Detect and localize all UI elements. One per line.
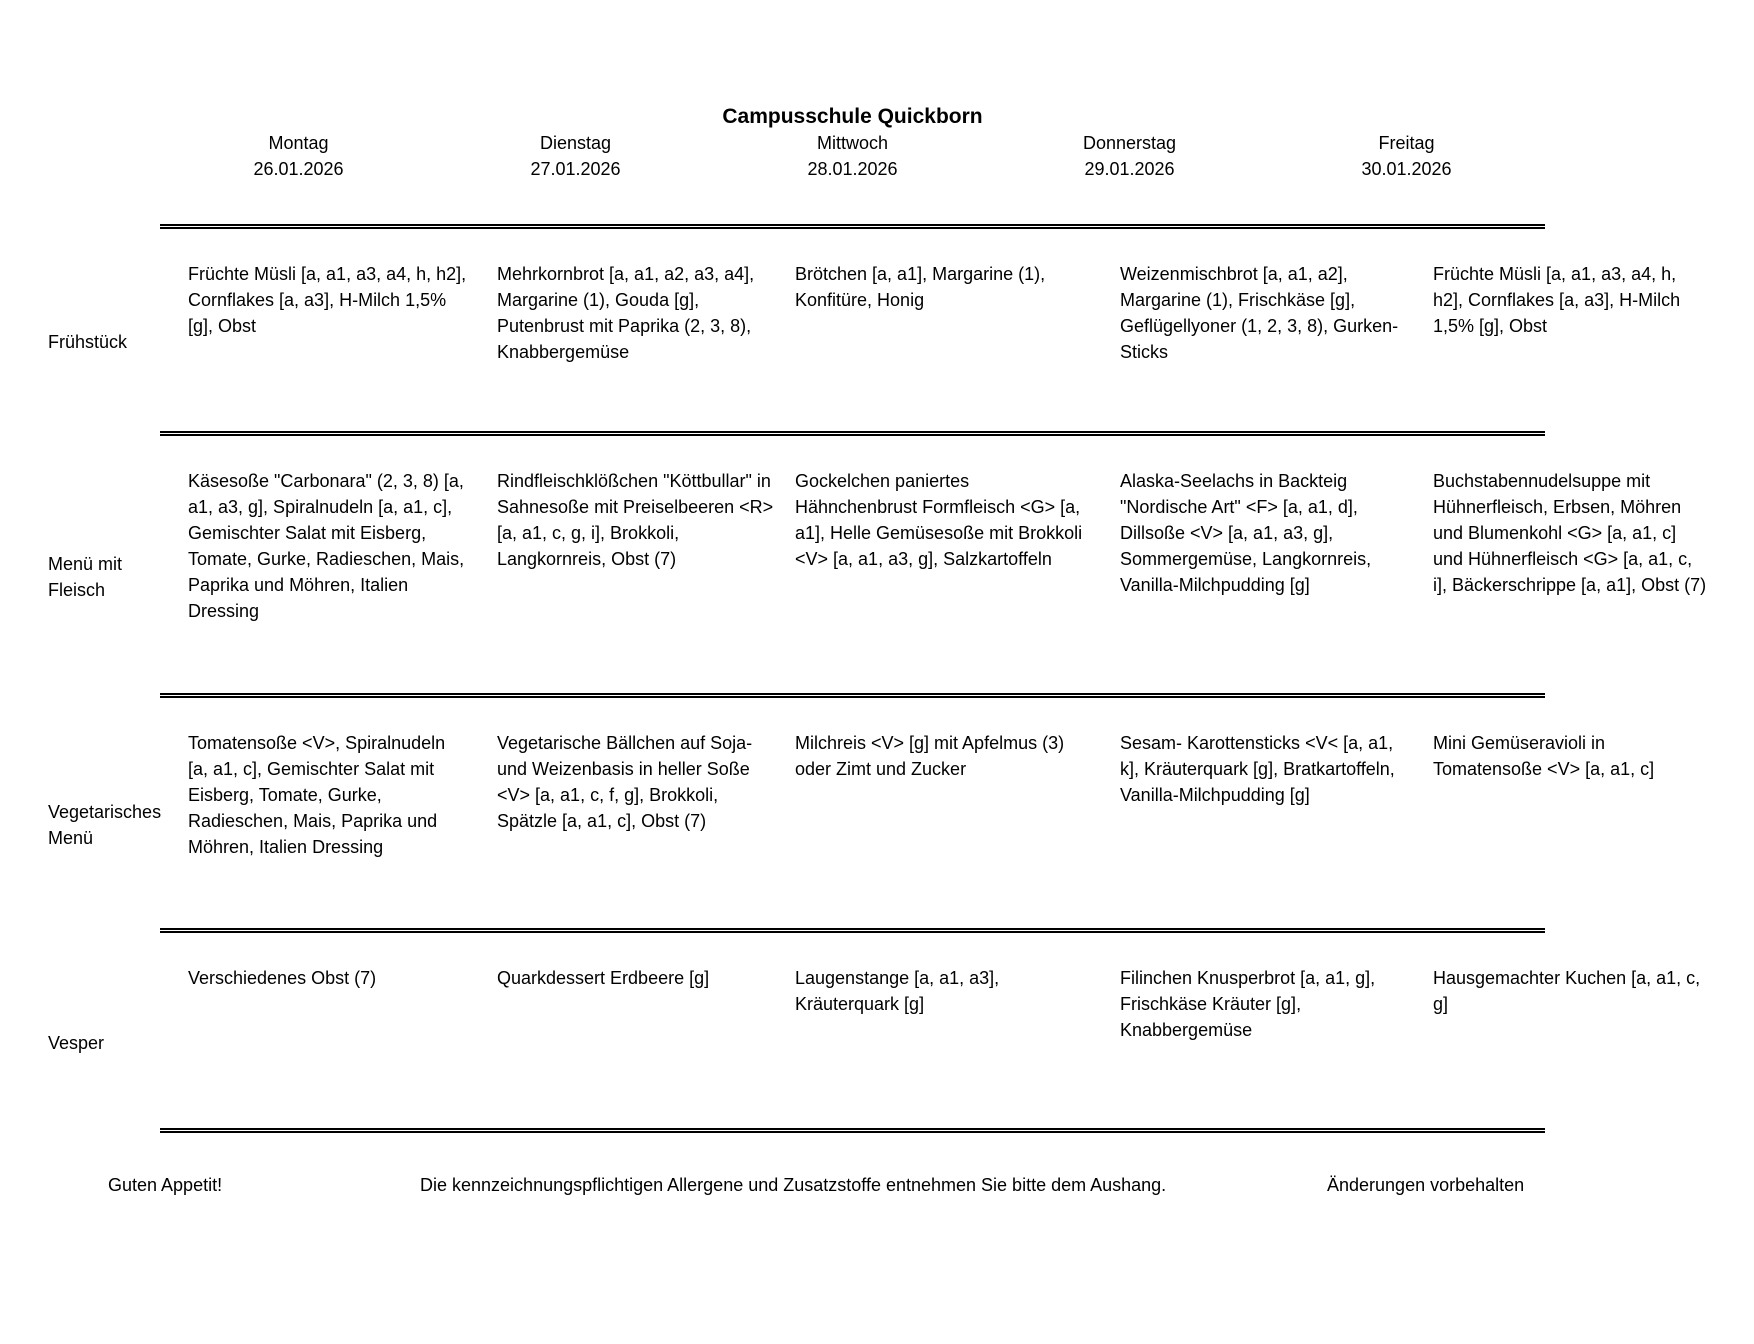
row-label-vegetarisches-menue: Vegetarisches Menü — [48, 802, 162, 848]
footer — [0, 1172, 1754, 1202]
meal-plan-page — [0, 104, 1754, 1344]
cell-vegetarisch-montag: Tomatensoße <V>, Spiralnudeln [a, a1, c], Gemischter Salat mit Eisberg, Tomate, Gurke, Radieschen, Mais, Paprika und Möhren, Italien Dressing — [188, 733, 446, 857]
day-header-montag — [160, 130, 437, 182]
day-name: Mittwoch — [816, 133, 888, 153]
day-date: 27.01.2026 — [530, 159, 621, 179]
day-date: 30.01.2026 — [1361, 159, 1452, 179]
footer-greeting: Guten Appetit! — [108, 1175, 223, 1195]
cell-fleisch-montag: Käsesoße "Carbonara" (2, 3, 8) [a, a1, a3, g], Spiralnudeln [a, a1, c], Gemischter Salat mit Eisberg, Tomate, Gurke, Radieschen, Mais, Paprika und Möhren, Italien Dressing — [188, 471, 465, 621]
page-title: Campusschule Quickborn — [722, 105, 983, 128]
row-fruehstueck — [0, 229, 1754, 431]
day-name: Freitag — [1378, 133, 1435, 153]
cell-fleisch-dienstag: Rindfleischklößchen "Köttbullar" in Sahnesoße mit Preiselbeeren <R> [a, a1, c, g, i], Brokkoli, Langkornreis, Obst (7) — [497, 471, 774, 569]
day-header-mittwoch — [714, 130, 991, 182]
divider-rule — [160, 1128, 1545, 1133]
day-name: Dienstag — [539, 133, 612, 153]
row-label-fruehstueck: Frühstück — [48, 332, 128, 352]
cell-vesper-montag: Verschiedenes Obst (7) — [188, 968, 377, 988]
day-date: 26.01.2026 — [253, 159, 344, 179]
day-date: 28.01.2026 — [807, 159, 898, 179]
cell-vesper-donnerstag: Filinchen Knusperbrot [a, a1, g], Frischkäse Kräuter [g], Knabbergemüse — [1120, 968, 1376, 1040]
footer-changes-notice: Änderungen vorbehalten — [1327, 1175, 1525, 1195]
day-header-donnerstag — [991, 130, 1268, 182]
footer-allergen-notice: Die kennzeichnungspflichtigen Allergene und Zusatzstoffe entnehmen Sie bitte dem Aushang. — [420, 1175, 1167, 1195]
cell-fleisch-mittwoch: Gockelchen paniertes Hähnchenbrust Formfleisch <G> [a, a1], Helle Gemüsesoße mit Brokkoli <V> [a, a1, a3, g], Salzkartoffeln — [795, 471, 1083, 569]
row-vesper — [0, 933, 1754, 1128]
cell-vesper-dienstag: Quarkdessert Erdbeere [g] — [497, 968, 710, 988]
day-name: Montag — [268, 133, 329, 153]
row-label-vesper: Vesper — [48, 1032, 105, 1053]
cell-fruehstueck-donnerstag: Weizenmischbrot [a, a1, a2], Margarine (1), Frischkäse [g], Geflügellyoner (1, 2, 3, 8), Gurken-Sticks — [1120, 264, 1399, 362]
cell-fruehstueck-mittwoch: Brötchen [a, a1], Margarine (1), Konfitüre, Honig — [795, 264, 1046, 310]
cell-vesper-freitag: Hausgemachter Kuchen [a, a1, c, g] — [1433, 968, 1701, 1014]
cell-fleisch-donnerstag: Alaska-Seelachs in Backteig "Nordische Art" <F> [a, a1, d], Dillsoße <V> [a, a1, a3, g], Sommergemüse, Langkornreis, Vanilla-Milchpudding [g] — [1120, 471, 1372, 595]
cell-vegetarisch-mittwoch: Milchreis <V> [g] mit Apfelmus (3) oder Zimt und Zucker — [795, 733, 1065, 779]
row-label-menue-mit-fleisch: Menü mit Fleisch — [48, 553, 123, 600]
day-date: 29.01.2026 — [1084, 159, 1175, 179]
cell-fruehstueck-dienstag: Mehrkornbrot [a, a1, a2, a3, a4], Margarine (1), Gouda [g], Putenbrust mit Paprika (2, 3, 8), Knabbergemüse — [497, 264, 755, 362]
cell-fruehstueck-montag: Früchte Müsli [a, a1, a3, a4, h, h2], Cornflakes [a, a3], H-Milch 1,5% [g], Obst — [188, 264, 467, 336]
cell-fruehstueck-freitag: Früchte Müsli [a, a1, a3, a4, h, h2], Cornflakes [a, a3], H-Milch 1,5% [g], Obst — [1433, 264, 1681, 336]
row-vegetarisches-menue — [0, 698, 1754, 928]
day-header-row — [160, 130, 1545, 182]
cell-vesper-mittwoch: Laugenstange [a, a1, a3], Kräuterquark [g] — [795, 968, 1000, 1014]
cell-vegetarisch-dienstag: Vegetarische Bällchen auf Soja- und Weizenbasis in heller Soße <V> [a, a1, c, f, g], Brokkoli, Spätzle [a, a1, c], Obst (7) — [497, 733, 753, 831]
cell-vegetarisch-freitag: Mini Gemüseravioli in Tomatensoße <V> [a, a1, c] — [1433, 733, 1655, 779]
cell-vegetarisch-donnerstag: Sesam- Karottensticks <V< [a, a1, k], Kräuterquark [g], Bratkartoffeln, Vanilla-Milchpudding [g] — [1120, 733, 1395, 805]
cell-fleisch-freitag: Buchstabennudelsuppe mit Hühnerfleisch, Erbsen, Möhren und Blumenkohl <G> [a, a1, c] und Hühnerfleisch <G> [a, a1, c, i], Bäckerschrippe [a, a1], Obst (7) — [1433, 471, 1707, 595]
day-name: Donnerstag — [1082, 133, 1177, 153]
row-menue-mit-fleisch — [0, 436, 1754, 693]
day-header-dienstag — [437, 130, 714, 182]
day-header-freitag — [1268, 130, 1545, 182]
